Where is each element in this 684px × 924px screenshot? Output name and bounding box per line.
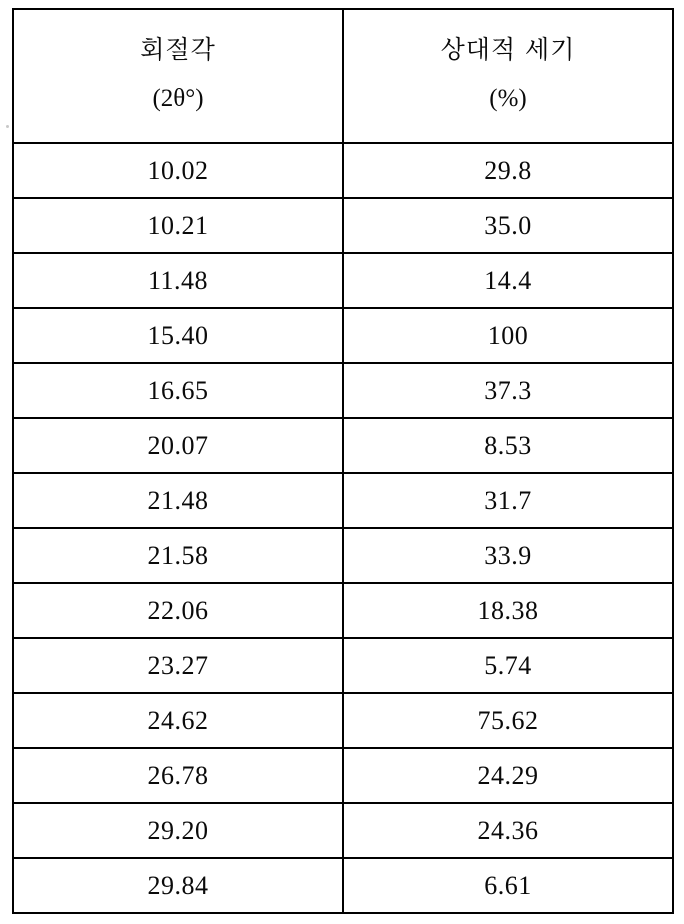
cell-intensity	[343, 198, 673, 253]
angle-value: 16.65	[147, 375, 209, 405]
cell-intensity	[343, 253, 673, 308]
intensity-value: 31.7	[484, 485, 532, 515]
cell-intensity	[343, 858, 673, 913]
header-label-line2: (%)	[489, 85, 527, 112]
cell-angle	[13, 693, 343, 748]
cell-intensity	[343, 803, 673, 858]
angle-value: 22.06	[147, 595, 209, 625]
header-cell-relative-intensity	[343, 9, 673, 143]
angle-value: 15.40	[147, 320, 209, 350]
angle-value: 10.21	[147, 210, 209, 240]
cell-intensity	[343, 363, 673, 418]
table-row	[13, 803, 673, 858]
cell-angle	[13, 253, 343, 308]
table-row	[13, 308, 673, 363]
cell-intensity	[343, 418, 673, 473]
xrd-table-container	[12, 8, 668, 914]
scan-speckle	[6, 125, 9, 128]
cell-intensity	[343, 528, 673, 583]
intensity-value: 37.3	[484, 375, 532, 405]
xrd-peak-table	[12, 8, 674, 914]
intensity-value: 29.8	[484, 155, 532, 185]
intensity-value: 100	[487, 320, 529, 350]
intensity-value: 14.4	[484, 265, 532, 295]
angle-value: 26.78	[147, 760, 209, 790]
cell-angle	[13, 473, 343, 528]
cell-angle	[13, 418, 343, 473]
table-row	[13, 363, 673, 418]
table-row	[13, 858, 673, 913]
cell-intensity	[343, 638, 673, 693]
intensity-value: 18.38	[477, 595, 539, 625]
angle-value: 21.48	[147, 485, 209, 515]
intensity-value: 24.36	[477, 815, 539, 845]
table-row	[13, 253, 673, 308]
cell-intensity	[343, 143, 673, 198]
cell-intensity	[343, 473, 673, 528]
angle-value: 23.27	[147, 650, 209, 680]
table-row	[13, 528, 673, 583]
table-row	[13, 748, 673, 803]
angle-value: 24.62	[147, 705, 209, 735]
table-row	[13, 143, 673, 198]
cell-intensity	[343, 583, 673, 638]
intensity-value: 8.53	[484, 430, 532, 460]
intensity-value: 6.61	[484, 870, 532, 900]
cell-angle	[13, 363, 343, 418]
cell-angle	[13, 858, 343, 913]
cell-angle	[13, 803, 343, 858]
intensity-value: 5.74	[484, 650, 532, 680]
table-header-row	[13, 9, 673, 143]
cell-angle	[13, 638, 343, 693]
table-row	[13, 693, 673, 748]
angle-value: 29.20	[147, 815, 209, 845]
cell-intensity	[343, 748, 673, 803]
intensity-value: 35.0	[484, 210, 532, 240]
intensity-value: 24.29	[477, 760, 539, 790]
cell-angle	[13, 528, 343, 583]
cell-intensity	[343, 693, 673, 748]
cell-angle	[13, 583, 343, 638]
header-label-line2: (2θ°)	[152, 85, 204, 112]
table-row	[13, 198, 673, 253]
header-cell-diffraction-angle	[13, 9, 343, 143]
intensity-value: 33.9	[484, 540, 532, 570]
table-row	[13, 583, 673, 638]
cell-angle	[13, 308, 343, 363]
angle-value: 10.02	[147, 155, 209, 185]
table-row	[13, 473, 673, 528]
cell-intensity	[343, 308, 673, 363]
angle-value: 21.58	[147, 540, 209, 570]
angle-value: 29.84	[147, 870, 209, 900]
header-label-line1: 상대적 세기	[440, 35, 576, 65]
header-label-line1: 회절각	[140, 35, 216, 65]
cell-angle	[13, 198, 343, 253]
cell-angle	[13, 143, 343, 198]
angle-value: 20.07	[147, 430, 209, 460]
cell-angle	[13, 748, 343, 803]
table-row	[13, 418, 673, 473]
intensity-value: 75.62	[477, 705, 539, 735]
angle-value: 11.48	[147, 265, 209, 295]
table-row	[13, 638, 673, 693]
